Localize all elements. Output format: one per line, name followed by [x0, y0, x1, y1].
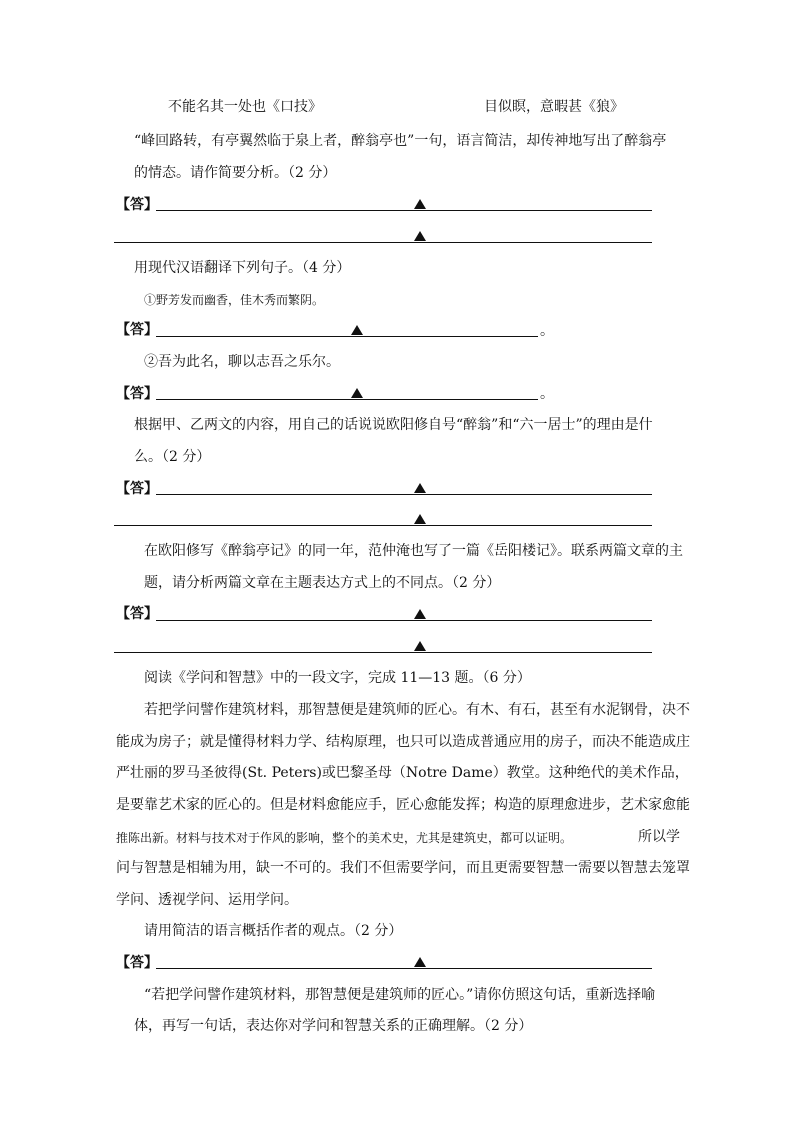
reading-intro: 阅读《学问和智慧》中的一段文字，完成 11—13 题。（6 分）: [144, 670, 531, 686]
period: 。: [540, 386, 554, 402]
question-5: 请用简洁的语言概括作者的观点。（2 分）: [144, 923, 403, 939]
triangle-marker-icon: [414, 199, 426, 209]
question-4-line-2: 题，请分析两篇文章在主题表达方式上的不同点。（2 分）: [144, 575, 501, 591]
question-3-line-1: 根据甲、乙两文的内容，用自己的话说说欧阳修自号“醉翁”和“六一居士”的理由是什: [134, 417, 653, 433]
passage-line-4: 是要靠艺术家的匠心的。但是材料愈能应手，匠心愈能发挥；构造的原理愈进步，艺术家愈能: [116, 797, 690, 813]
sentence-1: ①野芳发而幽香，佳木秀而繁阴。: [144, 293, 325, 307]
answer-line[interactable]: [156, 494, 652, 495]
answer-label: 【答】: [116, 606, 158, 622]
answer-line[interactable]: [156, 336, 538, 337]
quote-kouji: 不能名其一处也《口技》: [168, 99, 322, 115]
question-1-line-1: “峰回路转，有亭翼然临于泉上者，醉翁亭也”一句，语言简洁，却传神地写出了醉翁亭: [134, 133, 667, 149]
passage-line-2: 能成为房子；就是懂得材料力学、结构原理，也只可以造成普通应用的房子，而决不能造成庄: [116, 734, 690, 750]
answer-line[interactable]: [156, 620, 652, 621]
sentence-2: ②吾为此名，聊以志吾之乐尔。: [144, 354, 340, 370]
triangle-marker-icon: [414, 641, 426, 651]
answer-label: 【答】: [116, 386, 158, 402]
passage-line-5: 推陈出新。材料与技术对于作风的影响，整个的美术史，尤其是建筑史，都可以证明。: [116, 831, 573, 845]
passage-line-7: 学问、透视学问、运用学问。: [116, 892, 298, 908]
passage-line-5-tail: 所以学: [638, 829, 680, 845]
passage-line-3: 严壮丽的罗马圣彼得(St. Peters)或巴黎圣母（Notre Dame）教堂。这种绝代的美术作品，: [116, 765, 689, 781]
passage-line-1: 若把学问譬作建筑材料，那智慧便是建筑师的匠心。有木、有石，甚至有水泥钢骨，决不: [144, 702, 690, 718]
triangle-marker-icon: [351, 325, 363, 335]
answer-label: 【答】: [116, 197, 158, 213]
answer-line[interactable]: [114, 652, 652, 653]
triangle-marker-icon: [414, 483, 426, 493]
triangle-marker-icon: [351, 388, 363, 398]
answer-line[interactable]: [156, 399, 538, 400]
triangle-marker-icon: [414, 609, 426, 619]
question-2: 用现代汉语翻译下列句子。（4 分）: [134, 260, 351, 276]
answer-line[interactable]: [156, 968, 652, 969]
answer-line[interactable]: [156, 210, 652, 211]
question-4-line-1: 在欧阳修写《醉翁亭记》的同一年，范仲淹也写了一篇《岳阳楼记》。联系两篇文章的主: [144, 543, 683, 559]
triangle-marker-icon: [414, 231, 426, 241]
period: 。: [540, 323, 554, 339]
triangle-marker-icon: [414, 514, 426, 524]
quote-lang: 目似瞑，意暇甚《狼》: [484, 99, 624, 115]
triangle-marker-icon: [414, 957, 426, 967]
question-3-line-2: 么。（2 分）: [134, 449, 211, 465]
answer-label: 【答】: [116, 322, 158, 338]
answer-label: 【答】: [116, 955, 158, 971]
answer-label: 【答】: [116, 481, 158, 497]
question-6-line-2: 体，再写一句话，表达你对学问和智慧关系的正确理解。（2 分）: [134, 1018, 533, 1034]
answer-line[interactable]: [114, 525, 652, 526]
question-1-line-2: 的情态。请作简要分析。（2 分）: [134, 165, 337, 181]
answer-line[interactable]: [114, 242, 652, 243]
passage-line-6: 问与智慧是相辅为用，缺一不可的。我们不但需要学问，而且更需要智慧一需要以智慧去笼罩: [116, 860, 690, 876]
question-6-line-1: “若把学问譬作建筑材料，那智慧便是建筑师的匠心。”请你仿照这句话，重新选择喻: [144, 987, 656, 1003]
